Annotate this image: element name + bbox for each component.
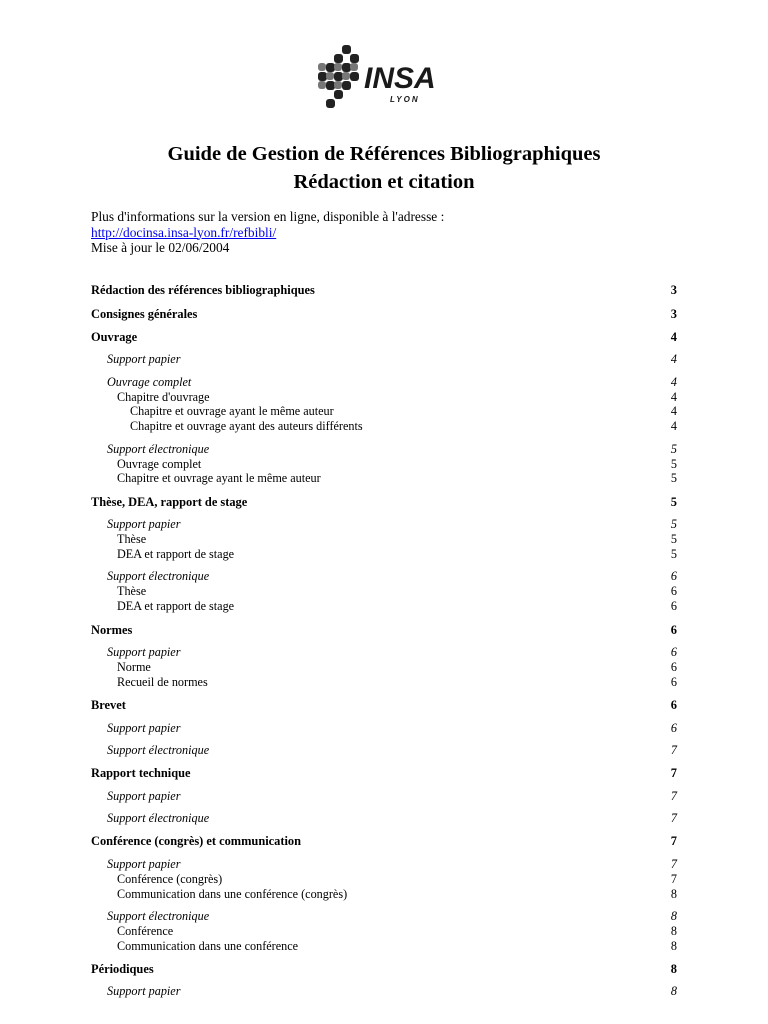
toc-entry-page: 4 [670,419,677,434]
toc-entry[interactable] [91,660,677,675]
toc-entry-page: 6 [670,659,677,674]
toc-entry-label: Norme [117,659,151,674]
toc-entry[interactable] [91,887,677,902]
toc-entry-label: Support papier [107,644,181,659]
table-of-contents [91,0,677,1024]
toc-entry[interactable] [91,811,677,826]
toc-entry-page: 3 [670,306,677,321]
toc-entry-label: Brevet [91,698,126,713]
toc-entry-label: Rédaction des références bibliographiques [91,283,315,297]
toc-entry-page: 6 [670,720,677,735]
logo-text: INSA [364,62,436,95]
toc-entry-page: 5 [670,547,677,561]
toc-entry-page: 6 [670,674,677,689]
toc-entry[interactable] [91,404,677,419]
toc-entry-label: Périodiques [91,962,154,977]
toc-entry-label: Communication dans une conférence (congrès) [117,886,348,901]
toc-entry-label: Support électronique [107,441,210,456]
toc-entry-label: Support électronique [107,908,210,923]
toc-entry-page: 6 [670,584,677,599]
toc-entry-page: 7 [670,810,677,825]
toc-entry-label: Consignes générales [91,306,198,321]
toc-entry-page: 5 [670,456,677,471]
logo-subtext: LYON [390,95,420,104]
toc-entry[interactable] [91,375,677,390]
toc-entry-label: Ouvrage [91,330,138,344]
toc-entry-label: Ouvrage complet [117,456,202,471]
toc-entry[interactable] [91,390,677,405]
toc-entry-page: 7 [670,788,677,803]
toc-entry-label: Rapport technique [91,766,191,781]
toc-entry-label: Support électronique [107,742,210,757]
toc-entry[interactable] [91,721,677,736]
refbibli-link[interactable]: http://docinsa.insa-lyon.fr/refbibli/ [91,224,277,240]
toc-entry-page: 8 [670,923,677,938]
toc-entry-page: 5 [670,532,677,547]
toc-entry[interactable] [91,419,677,434]
toc-entry-label: DEA et rapport de stage [117,599,235,614]
toc-entry[interactable] [91,307,677,322]
toc-entry-label: Conférence (congrès) et communication [91,834,302,849]
toc-entry[interactable] [91,743,677,758]
toc-entry-page: 8 [670,962,677,977]
toc-entry[interactable] [91,872,677,887]
update-date: Mise à jour le 02/06/2004 [91,240,230,255]
toc-entry-page: 4 [670,352,677,367]
toc-entry[interactable] [91,457,677,472]
toc-entry-page: 6 [670,569,677,584]
toc-entry[interactable] [91,857,677,872]
toc-entry[interactable] [91,766,677,781]
toc-entry[interactable] [91,283,677,298]
toc-entry[interactable] [91,834,677,849]
toc-entry-page: 4 [670,404,677,419]
toc-entry-label: Chapitre d'ouvrage [117,389,210,404]
toc-entry-page: 5 [670,441,677,456]
toc-entry-label: Support papier [107,856,181,871]
toc-entry[interactable] [91,547,677,562]
toc-entry-label: Support électronique [107,810,210,825]
toc-entry-page: 7 [670,834,677,849]
toc-entry-page: 4 [670,330,677,344]
toc-entry-page: 6 [670,622,677,637]
toc-entry[interactable] [91,698,677,713]
toc-entry-label: Conférence [117,923,174,938]
toc-entry-page: 4 [670,389,677,404]
toc-entry-label: Support papier [107,720,181,735]
toc-entry-label: DEA et rapport de stage [117,547,235,561]
document-title: Guide de Gestion de Références Bibliographiques [167,143,601,165]
toc-entry[interactable] [91,675,677,690]
toc-entry-page: 6 [670,698,677,713]
toc-entry-page: 4 [670,374,677,389]
document-subtitle: Rédaction et citation [293,171,475,193]
toc-entry-label: Thèse [117,584,147,599]
toc-entry-page: 5 [670,494,677,509]
toc-entry[interactable] [91,939,677,954]
intro-text: Plus d'informations sur la version en ligne, disponible à l'adresse : [91,209,445,224]
toc-entry[interactable] [91,352,677,367]
toc-entry-label: Support papier [107,788,181,803]
toc-entry-label: Support papier [107,984,181,999]
toc-entry-label: Chapitre et ouvrage ayant le même auteur [130,404,334,419]
toc-entry-page: 5 [670,517,677,532]
toc-entry-page: 5 [670,471,677,486]
toc-entry-label: Thèse, DEA, rapport de stage [91,494,248,509]
toc-entry-page: 8 [670,984,677,999]
toc-entry[interactable] [91,517,677,532]
toc-entry[interactable] [91,532,677,547]
toc-entry-page: 8 [670,908,677,923]
toc-entry[interactable] [91,789,677,804]
toc-entry-label: Conférence (congrès) [117,871,223,886]
toc-entry[interactable] [91,471,677,486]
toc-entry-page: 8 [670,938,677,953]
toc-entry-label: Support papier [107,352,181,367]
toc-entry[interactable] [91,442,677,457]
toc-entry-label: Recueil de normes [117,674,208,689]
toc-entry-label: Chapitre et ouvrage ayant des auteurs différents [130,419,363,434]
toc-entry-label: Support électronique [107,569,210,584]
toc-entry[interactable] [91,645,677,660]
toc-entry-page: 7 [670,742,677,757]
toc-entry-page: 8 [670,886,677,901]
toc-entry[interactable] [91,569,677,584]
toc-entry[interactable] [91,584,677,599]
toc-entry-page: 7 [670,856,677,871]
toc-entry-page: 3 [670,283,677,297]
toc-entry-page: 7 [670,766,677,781]
toc-entry[interactable] [91,962,677,977]
toc-entry-page: 7 [670,871,677,886]
toc-entry[interactable] [91,330,677,345]
toc-entry-page: 6 [670,599,677,614]
toc-entry[interactable] [91,909,677,924]
toc-entry-label: Communication dans une conférence [117,938,299,953]
toc-entry[interactable] [91,924,677,939]
toc-entry-label: Support papier [107,517,181,532]
toc-entry-label: Normes [91,622,133,637]
toc-entry[interactable] [91,599,677,614]
toc-entry-page: 6 [670,644,677,659]
toc-entry[interactable] [91,623,677,638]
toc-entry[interactable] [91,984,677,999]
toc-entry-label: Ouvrage complet [107,374,192,389]
toc-entry-label: Chapitre et ouvrage ayant le même auteur [117,471,321,486]
toc-entry[interactable] [91,495,677,510]
toc-entry-label: Thèse [117,532,147,547]
